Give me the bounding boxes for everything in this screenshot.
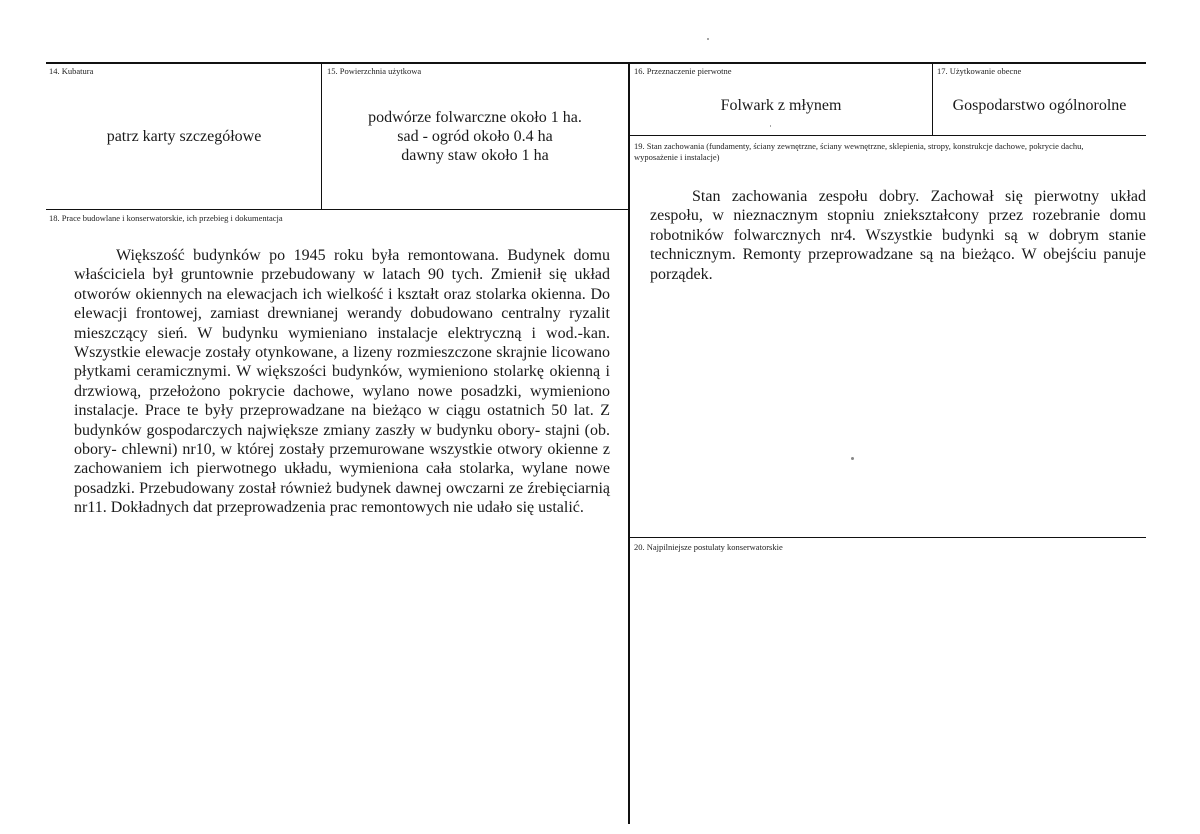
powierzchnia-value: [323, 108, 627, 165]
kubatura-value: patrz karty szczegółowe: [106, 128, 262, 145]
divider-14-15: [321, 62, 322, 210]
stan-text: [650, 187, 1146, 284]
rule-below-14-15: [46, 209, 629, 210]
center-divider: [628, 62, 630, 824]
powierzchnia-line-2: sad - ogród około 0.4 ha: [397, 128, 553, 145]
prace-text: [74, 246, 610, 518]
uzytkowanie-label: 17. Użytkowanie obecne: [937, 66, 1022, 76]
scan-speck: [770, 125, 771, 127]
przeznaczenie-value: Folwark z młynem: [720, 97, 842, 114]
powierzchnia-line-3: dawny staw około 1 ha: [401, 147, 549, 164]
postulaty-label: 20. Najpilniejsze postulaty konserwatorskie: [634, 542, 783, 552]
prace-label: 18. Prace budowlane i konserwatorskie, ich przebieg i dokumentacja: [49, 213, 283, 223]
przeznaczenie-label: 16. Przeznaczenie pierwotne: [634, 66, 732, 76]
stan-label: 19. Stan zachowania (fundamenty, ściany zewnętrzne, ściany wewnętrzne, sklepienia, stropy, konstrukcje dachowe, pokrycie dachu, wyposażenie i instalacje): [634, 141, 1084, 162]
prace-paragraph: Większość budynków po 1945 roku była remontowana. Budynek domu właściciela był gruntownie przebudowany w latach 90 tych. Zmienił się układ otworów okiennych na elewacjach ich wielkość i kształt oraz stolarka okienna. Do elewacji frontowej, zamiast drewnianej werandy dobudowano centralny ryzalit mieszczący sień. W budynku wymieniano instalacje elektryczną i wod.-kan. Wszystkie elewacje zostały otynkowane, a lizeny rozmieszczone skrajnie licowano płytkami ceramicznymi. W większości budynków, wymieniono stolarkę okienną i drzwiową, przełożono pokrycie dachowe, wylano nowe posadzki, wymieniono instalacje. Prace te były przeprowadzane na bieżąco w ciągu ostatnich 50 lat. Z budynków gospodarczych największe zmiany zaszły w budynku obory- stajni (ob. obory- chlewni) nr10, w której zostały przemurowane wszystkie otwory okienne z zachowaniem ich pierwotnego układu, wymieniona cała stolarka, wylane nowe posadzki. Przebudowany został również budynek dawnej owczarni ze źrebięciarnią nr11. Dokładnych dat przeprowadzenia prac remontowych nie udało się ustalić.: [74, 247, 610, 517]
powierzchnia-label: 15. Powierzchnia użytkowa: [327, 66, 422, 76]
scan-speck: [707, 38, 709, 40]
rule-below-19: [629, 537, 1146, 538]
top-rule: [46, 62, 1146, 64]
powierzchnia-line-1: podwórze folwarczne około 1 ha.: [368, 109, 582, 126]
uzytkowanie-value: Gospodarstwo ogólnorolne: [952, 97, 1127, 114]
rule-below-16-17: [629, 135, 1146, 136]
scan-speck: [851, 457, 854, 460]
kubatura-label: 14. Kubatura: [49, 66, 94, 76]
stan-paragraph: Stan zachowania zespołu dobry. Zachował się pierwotny układ zespołu, w nieznacznym stopniu zniekształcony przez rozebranie domu robotników folwarcznych nr4. Wszystkie budynki są w dobrym stanie technicznym. Remonty przeprowadzane są na bieżąco. W obejściu panuje porządek.: [650, 188, 1146, 283]
